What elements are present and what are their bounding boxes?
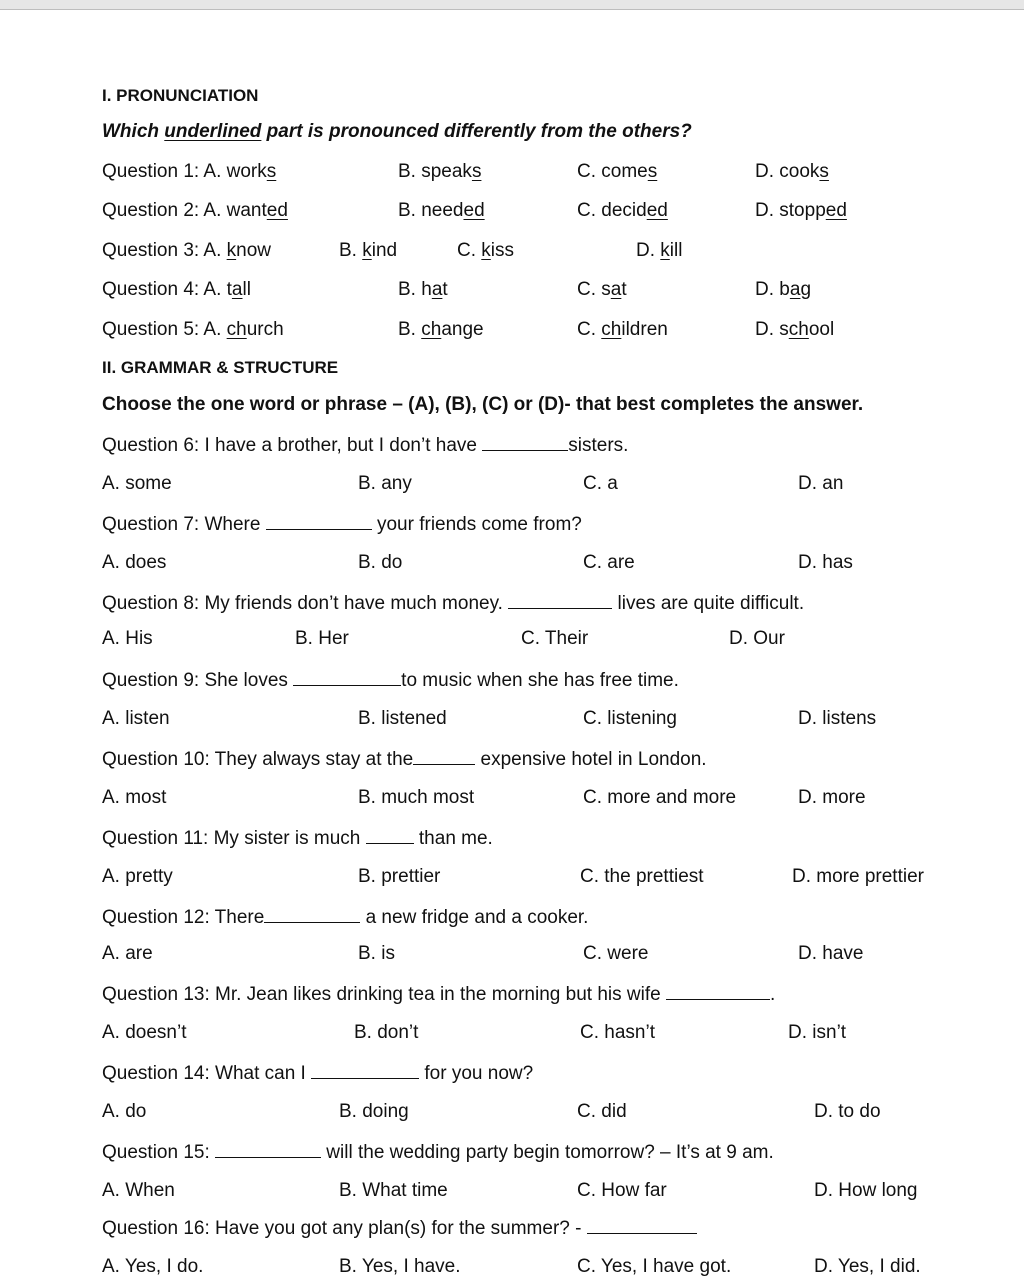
underlined-part: k [660, 240, 670, 261]
question-9 [102, 667, 679, 693]
question-9-option-d: D. listens [798, 708, 877, 729]
word-part: ill [669, 240, 683, 261]
word-part: B. [398, 319, 422, 340]
section-1-heading-text: I. PRONUNCIATION [102, 86, 259, 105]
question-13-option-d: D. isn’t [788, 1022, 847, 1043]
question-4-option-b [398, 278, 448, 302]
question-12-option-d: D. have [798, 943, 864, 964]
word-part: ool [808, 319, 835, 340]
answer-blank [311, 1060, 419, 1079]
word-part: ll [242, 279, 251, 300]
underlined-part: k [481, 240, 491, 261]
question-text: for you now? [419, 1063, 534, 1084]
answer-blank [508, 590, 612, 609]
question-13 [102, 981, 775, 1007]
question-16-option-c: C. Yes, I have got. [577, 1256, 732, 1277]
word-part: D. b [755, 279, 790, 300]
underlined-part: ch [788, 319, 809, 340]
question-15 [102, 1139, 774, 1165]
question-text: to music when she has free time. [401, 670, 679, 691]
word-part: ange [441, 319, 484, 340]
question-text: lives are quite difficult. [612, 593, 805, 614]
question-16-option-a: A. Yes, I do. [102, 1256, 204, 1277]
word-part: C. decid [577, 200, 647, 221]
question-9-option-a: A. listen [102, 708, 170, 729]
question-15-option-b: B. What time [339, 1180, 448, 1201]
underlined-part: s [647, 161, 658, 182]
word-part: iss [490, 240, 515, 261]
question-13-option-c: C. hasn’t [580, 1022, 655, 1043]
answer-blank [293, 667, 401, 686]
question-12-option-c: C. were [583, 943, 649, 964]
question-12-option-b: B. is [358, 943, 395, 964]
question-7-option-c: C. are [583, 552, 635, 573]
word-part: C. [577, 319, 602, 340]
answer-blank [413, 746, 475, 765]
question-text: a new fridge and a cooker. [360, 907, 589, 928]
answer-blank [587, 1215, 697, 1234]
word-part: urch [246, 319, 284, 340]
question-6-option-d: D. an [798, 473, 844, 494]
question-9-option-c: C. listening [583, 708, 677, 729]
question-11-option-a: A. pretty [102, 866, 173, 887]
question-text: Question 6: I have a brother, but I don’t have [102, 435, 483, 456]
question-4-option-a [102, 278, 251, 302]
question-14-option-b: B. doing [339, 1101, 409, 1122]
question-4-option-c [577, 278, 627, 302]
word-part: t [442, 279, 448, 300]
section-2-instruction-text: Choose the one word or phrase – (A), (B), (C) or (D)- that best completes the answer. [102, 394, 864, 415]
question-13-option-a: A. doesn’t [102, 1022, 187, 1043]
question-14-option-c: C. did [577, 1101, 627, 1122]
word-part: t [621, 279, 627, 300]
section-2-heading [102, 356, 338, 380]
word-part: D. stopp [755, 200, 826, 221]
question-5-option-d [755, 318, 834, 342]
question-6-option-c: C. a [583, 473, 618, 494]
question-text: your friends come from? [371, 514, 582, 535]
word-part: D. [636, 240, 661, 261]
question-text: will the wedding party begin tomorrow? – It’s at 9 am. [321, 1142, 774, 1163]
word-part: B. h [398, 279, 432, 300]
underlined-part: ed [463, 200, 485, 221]
question-2-option-a [102, 199, 288, 223]
underlined-part: a [610, 279, 622, 300]
question-label: Question 1: A. [102, 161, 227, 182]
answer-blank [215, 1139, 321, 1158]
question-label: Question 3: A. [102, 240, 227, 261]
question-4-option-d [755, 278, 811, 302]
word-part: want [226, 200, 267, 221]
answer-blank [366, 825, 414, 844]
word-part: B. need [398, 200, 464, 221]
answer-blank [266, 511, 372, 530]
question-label: Question 4: A. [102, 279, 227, 300]
question-11-option-d: D. more prettier [792, 866, 924, 887]
question-16-option-d: D. Yes, I did. [814, 1256, 921, 1277]
question-text: expensive hotel in London. [475, 749, 707, 770]
word-part: now [236, 240, 271, 261]
question-6-option-b: B. any [358, 473, 412, 494]
underlined-part: ed [646, 200, 668, 221]
question-6-option-a: A. some [102, 473, 172, 494]
word-part: B. speak [398, 161, 472, 182]
question-10-option-c: C. more and more [583, 787, 737, 808]
question-3-option-d [636, 239, 682, 263]
question-text: Question 16: Have you got any plan(s) for the summer? - [102, 1218, 587, 1239]
underlined-part: k [362, 240, 372, 261]
question-7 [102, 511, 582, 537]
question-3-option-a [102, 239, 271, 263]
question-5-option-b [398, 318, 484, 342]
question-text: Question 9: She loves [102, 670, 294, 691]
underlined-part: s [819, 161, 829, 182]
word-part: ind [371, 240, 398, 261]
question-10-option-d: D. more [798, 787, 866, 808]
question-16-option-b: B. Yes, I have. [339, 1256, 461, 1277]
question-text: Question 12: There [102, 907, 265, 928]
question-2-option-b [398, 199, 485, 223]
underlined-part: a [431, 279, 443, 300]
question-3-option-b [339, 239, 397, 263]
question-15-option-a: A. When [102, 1180, 175, 1201]
question-7-option-d: D. has [798, 552, 853, 573]
question-8-option-c: C. Their [521, 628, 589, 649]
question-1-option-b [398, 160, 481, 184]
question-14-option-d: D. to do [814, 1101, 881, 1122]
word-part: C. s [577, 279, 611, 300]
question-3-option-c [457, 239, 514, 263]
question-1-option-c [577, 160, 657, 184]
question-text: Question 7: Where [102, 514, 266, 535]
question-text: Question 8: My friends don’t have much money. [102, 593, 509, 614]
question-8-option-b: B. Her [295, 628, 349, 649]
question-8 [102, 590, 804, 616]
section-2-instruction [102, 393, 863, 417]
question-text: Question 14: What can I [102, 1063, 312, 1084]
question-text: than me. [413, 828, 493, 849]
underlined-part: k [226, 240, 237, 261]
question-11-option-b: B. prettier [358, 866, 441, 887]
question-14-option-a: A. do [102, 1101, 147, 1122]
question-11 [102, 825, 493, 851]
question-7-option-b: B. do [358, 552, 403, 573]
question-text: sisters. [568, 435, 629, 456]
underlined-part: s [471, 161, 482, 182]
question-2-option-d [755, 199, 847, 223]
underlined-part: a [789, 279, 801, 300]
question-1-option-a [102, 160, 276, 184]
section-1-instruction [102, 120, 692, 144]
question-8-option-a: A. His [102, 628, 153, 649]
question-10 [102, 746, 707, 772]
question-text: Question 10: They always stay at the [102, 749, 414, 770]
question-label: Question 2: A. [102, 200, 227, 221]
word-part: B. [339, 240, 363, 261]
underlined-part: ch [601, 319, 622, 340]
question-5-option-c [577, 318, 668, 342]
word-part: C. come [577, 161, 648, 182]
underlined-part: ch [226, 319, 247, 340]
question-9-option-b: B. listened [358, 708, 447, 729]
question-13-option-b: B. don’t [354, 1022, 419, 1043]
underlined-part: ch [421, 319, 442, 340]
question-2-option-c [577, 199, 668, 223]
answer-blank [482, 432, 568, 451]
section-1-heading [102, 84, 258, 108]
question-6 [102, 432, 628, 458]
question-text: Question 13: Mr. Jean likes drinking tea in the morning but his wife [102, 984, 666, 1005]
underlined-part: a [231, 279, 243, 300]
question-8-option-d: D. Our [729, 628, 785, 649]
question-text: Question 11: My sister is much [102, 828, 366, 849]
instruction-underlined-word: underlined [164, 121, 262, 142]
instruction-text: part is pronounced differently from the others? [261, 121, 692, 142]
question-10-option-a: A. most [102, 787, 167, 808]
question-label: Question 5: A. [102, 319, 227, 340]
underlined-part: s [266, 161, 277, 182]
question-1-option-d [755, 160, 829, 184]
question-11-option-c: C. the prettiest [580, 866, 704, 887]
question-12 [102, 904, 588, 930]
word-part: D. s [755, 319, 789, 340]
word-part: D. cook [755, 161, 820, 182]
question-16 [102, 1215, 697, 1241]
instruction-text: Which [102, 121, 165, 142]
underlined-part: ed [825, 200, 847, 221]
word-part: ildren [621, 319, 668, 340]
question-15-option-c: C. How far [577, 1180, 667, 1201]
underlined-part: ed [266, 200, 288, 221]
word-part: t [226, 279, 232, 300]
answer-blank [264, 904, 360, 923]
question-10-option-b: B. much most [358, 787, 475, 808]
question-12-option-a: A. are [102, 943, 153, 964]
question-15-option-d: D. How long [814, 1180, 918, 1201]
question-text: . [769, 984, 776, 1005]
question-5-option-a [102, 318, 284, 342]
question-7-option-a: A. does [102, 552, 167, 573]
word-part: work [226, 161, 267, 182]
question-14 [102, 1060, 533, 1086]
question-text: Question 15: [102, 1142, 216, 1163]
word-part: g [800, 279, 812, 300]
answer-blank [666, 981, 770, 1000]
section-2-heading-text: II. GRAMMAR & STRUCTURE [102, 358, 339, 377]
word-part: C. [457, 240, 482, 261]
